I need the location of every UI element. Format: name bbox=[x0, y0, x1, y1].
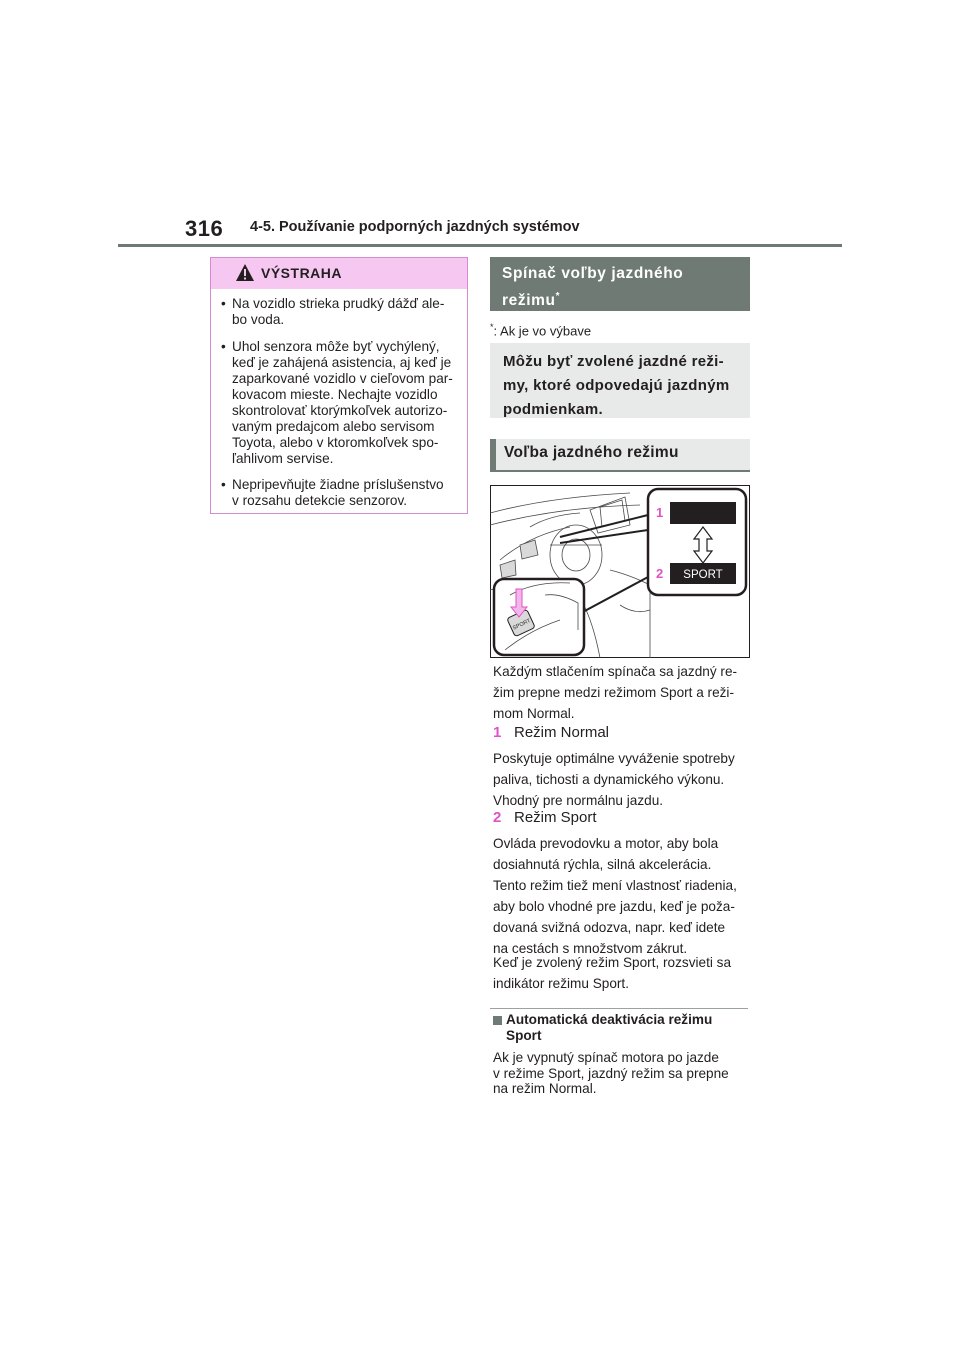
footnote bbox=[490, 322, 591, 338]
sport-indicator-label: SPORT bbox=[683, 569, 723, 581]
item-title-normal: Režim Normal bbox=[514, 724, 610, 741]
section-header-select-mode bbox=[490, 439, 750, 470]
warning-title: VÝSTRAHA bbox=[261, 265, 343, 281]
item-number-2: 2 bbox=[493, 809, 502, 826]
section-title: 4-5. Používanie podporných jazdných systémov bbox=[250, 219, 580, 235]
section-header-select-title: Voľba jazdného režimu bbox=[504, 444, 679, 461]
warning-item-text: Na vozidlo strieka prudký dážď ale- bo voda. bbox=[232, 296, 445, 327]
body-paragraph: Každým stlačením spínača sa jazdný re- žim prepne medzi režimom Sport a reži- mom Normal. bbox=[493, 664, 738, 721]
page-number: 316 bbox=[185, 216, 224, 241]
section-header-line1: Spínač voľby jazdného bbox=[502, 265, 684, 282]
item-number-1: 1 bbox=[493, 724, 502, 741]
item-title-sport: Režim Sport bbox=[514, 809, 597, 826]
square-bullet-icon bbox=[493, 1016, 502, 1025]
subsection-title: Automatická deaktivácia režimu Sport bbox=[506, 1012, 713, 1043]
header-divider bbox=[118, 244, 842, 247]
callout-2: 2 bbox=[656, 566, 664, 581]
dashboard-illustration bbox=[490, 485, 750, 658]
intro-box bbox=[490, 343, 750, 418]
bullet: • bbox=[221, 339, 226, 354]
item-text-sport: Ovláda prevodovku a motor, aby bola dosiahnutá rýchla, silná akcelerácia. Tento režim tiež mení vlastnosť riadenia, aby bolo vhodné pre jazdu, keď je poža- dovaná svižná odozva, napr. keď idete na cestách s množstvom zákrut. bbox=[493, 836, 737, 956]
warning-item-text: Uhol senzora môže byť vychýlený, keď je zahájená asistencia, aj keď je zaparkované vozidlo v cieľovom par- kovacom mieste. Nechajte vozidlo skontrolovať ktorýmkoľvek autorizo- vaným predajcom alebo servisom Toyota, alebo v ktoromkoľvek spo- ľahlivom servise. bbox=[232, 339, 453, 466]
bullet: • bbox=[221, 477, 226, 492]
sport-switch-label: SPORT bbox=[512, 618, 532, 632]
footnote-mark: * bbox=[490, 322, 494, 332]
section-rule bbox=[490, 470, 750, 472]
warning-item-text: Nepripevňujte žiadne príslušenstvo v rozsahu detekcie senzorov. bbox=[232, 477, 444, 508]
normal-indicator bbox=[670, 502, 736, 524]
intro-text: Môžu byť zvolené jazdné reži- my, ktoré odpovedajú jazdným podmienkam. bbox=[503, 353, 730, 418]
callout-1: 1 bbox=[656, 505, 664, 520]
section-header-line2: režimu bbox=[502, 292, 556, 310]
asterisk: * bbox=[555, 291, 561, 302]
warning-item bbox=[221, 477, 465, 511]
section-header-drive-mode-switch bbox=[490, 257, 750, 311]
warning-item bbox=[221, 339, 465, 469]
bullet: • bbox=[221, 296, 226, 311]
item-text-sport-indicator: Keď je zvolený režim Sport, rozsvieti sa indikátor režimu Sport. bbox=[493, 955, 732, 991]
subsection-rule bbox=[490, 1008, 748, 1009]
warning-box bbox=[210, 257, 468, 514]
warning-header bbox=[211, 258, 467, 289]
footnote-text: : Ak je vo výbave bbox=[493, 323, 592, 339]
item-text-normal: Poskytuje optimálne vyváženie spotreby paliva, tichosti a dynamického výkonu. Vhodný pre normálnu jazdu. bbox=[493, 751, 735, 808]
warning-item bbox=[221, 296, 465, 330]
subsection-text: Ak je vypnutý spínač motora po jazde v režime Sport, jazdný režim sa prepne na režim Normal. bbox=[493, 1050, 729, 1096]
warning-triangle-icon bbox=[235, 263, 255, 282]
